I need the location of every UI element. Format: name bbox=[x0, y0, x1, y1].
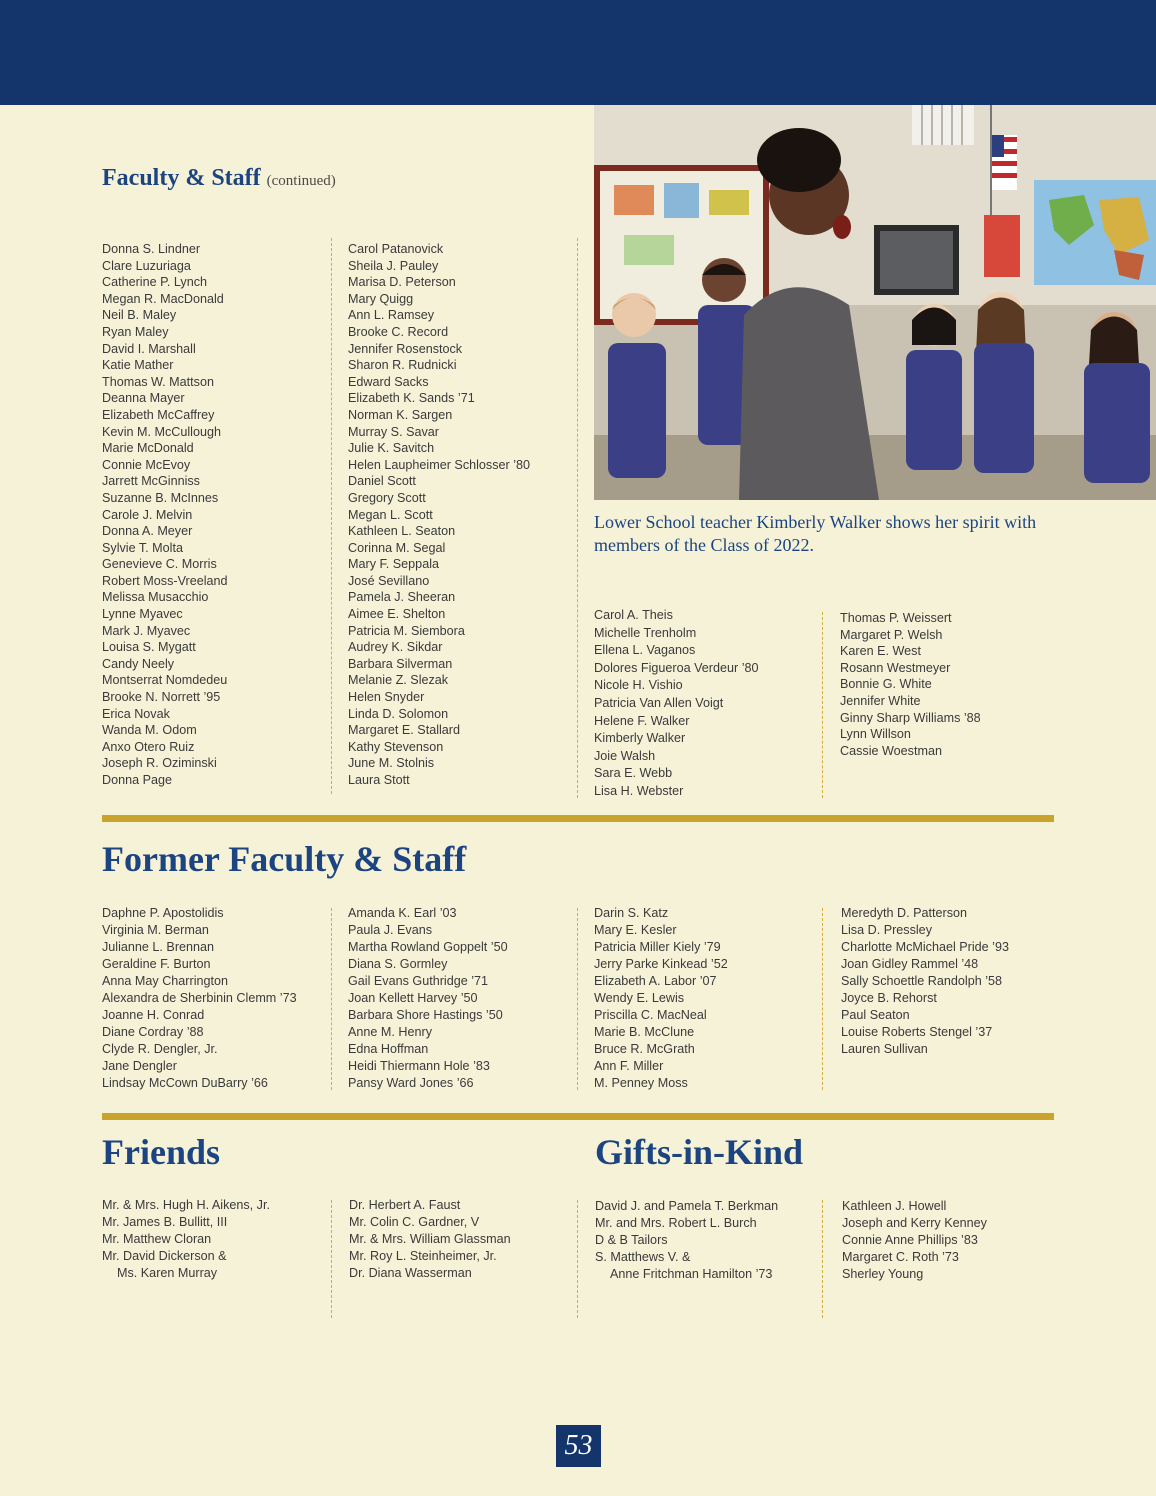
name-entry: Wendy E. Lewis bbox=[594, 991, 685, 1005]
name-entry: Paul Seaton bbox=[841, 1008, 910, 1022]
name-entry: Barbara Silverman bbox=[348, 656, 453, 671]
name-entry: Murray S. Savar bbox=[348, 424, 439, 439]
name-entry: Lisa D. Pressley bbox=[841, 923, 932, 937]
name-entry: Suzanne B. McInnes bbox=[102, 490, 219, 505]
name-entry: Mr. and Mrs. Robert L. Burch bbox=[595, 1216, 757, 1230]
name-entry: Amanda K. Earl ’03 bbox=[348, 906, 457, 920]
name-entry: Donna S. Lindner bbox=[102, 242, 201, 256]
name-entry: Ryan Maley bbox=[102, 324, 169, 339]
name-entry: Pamela J. Sheeran bbox=[348, 590, 456, 605]
header-band bbox=[0, 0, 1156, 105]
name-entry: Alexandra de Sherbinin Clemm ’73 bbox=[102, 991, 297, 1005]
name-entry: Jerry Parke Kinkead ’52 bbox=[594, 957, 728, 971]
name-entry: Lynn Willson bbox=[840, 727, 911, 742]
name-entry: Deanna Mayer bbox=[102, 391, 185, 406]
name-entry: Elizabeth K. Sands ’71 bbox=[348, 391, 475, 406]
column-divider bbox=[331, 238, 332, 794]
name-entry: Sherley Young bbox=[842, 1267, 924, 1281]
name-entry: Mr. James B. Bullitt, III bbox=[102, 1215, 228, 1229]
name-entry: Anna May Charrington bbox=[102, 974, 229, 988]
former-column-4 bbox=[841, 905, 1009, 1058]
name-entry: Bonnie G. White bbox=[840, 677, 932, 692]
name-entry: Thomas P. Weissert bbox=[840, 611, 952, 625]
name-entry: Anne M. Henry bbox=[348, 1025, 432, 1039]
name-entry: Dr. Herbert A. Faust bbox=[349, 1198, 461, 1212]
friends-column-1 bbox=[102, 1197, 270, 1282]
name-entry: Patricia Miller Kiely ’79 bbox=[594, 940, 721, 954]
name-entry: Meredyth D. Patterson bbox=[841, 906, 967, 920]
column-divider bbox=[331, 1200, 332, 1318]
name-entry: Jennifer White bbox=[840, 693, 921, 708]
name-entry: Sharon R. Rudnicki bbox=[348, 358, 457, 373]
name-entry: Sheila J. Pauley bbox=[348, 258, 439, 273]
former-column-1 bbox=[102, 905, 297, 1092]
name-entry: Carole J. Melvin bbox=[102, 507, 193, 522]
name-entry: Catherine P. Lynch bbox=[102, 275, 208, 290]
name-entry: José Sevillano bbox=[348, 573, 430, 588]
name-entry: Joseph and Kerry Kenney bbox=[842, 1216, 987, 1230]
section-divider bbox=[102, 1113, 1054, 1120]
name-entry: Mary E. Kesler bbox=[594, 923, 677, 937]
name-entry: Kevin M. McCullough bbox=[102, 424, 221, 439]
name-entry: D & B Tailors bbox=[595, 1233, 668, 1247]
name-entry: Neil B. Maley bbox=[102, 308, 177, 323]
name-entry: Daphne P. Apostolidis bbox=[102, 906, 224, 920]
name-entry: Mr. Roy L. Steinheimer, Jr. bbox=[349, 1249, 497, 1263]
name-entry: Norman K. Sargen bbox=[348, 407, 453, 422]
gifts-in-kind-heading: Gifts-in-Kind bbox=[595, 1132, 804, 1172]
name-entry: Geraldine F. Burton bbox=[102, 957, 211, 971]
faculty-staff-heading: Faculty & Staff (continued) bbox=[102, 165, 336, 191]
name-entry: Diana S. Gormley bbox=[348, 957, 448, 971]
name-entry: Mr. David Dickerson & bbox=[102, 1249, 227, 1263]
name-entry: Lauren Sullivan bbox=[841, 1042, 928, 1056]
column-divider bbox=[822, 1200, 823, 1318]
name-entry: Carol Patanovick bbox=[348, 242, 444, 256]
friends-heading: Friends bbox=[102, 1132, 221, 1172]
name-entry: June M. Stolnis bbox=[348, 756, 435, 771]
name-entry: Connie Anne Phillips ’83 bbox=[842, 1233, 978, 1247]
name-entry: Jarrett McGinniss bbox=[102, 474, 200, 489]
name-entry: Mr. & Mrs. William Glassman bbox=[349, 1232, 511, 1246]
name-entry: Robert Moss-Vreeland bbox=[102, 573, 228, 588]
name-entry: Linda D. Solomon bbox=[348, 706, 449, 721]
name-entry: Virginia M. Berman bbox=[102, 923, 209, 937]
name-entry: Rosann Westmeyer bbox=[840, 660, 951, 675]
name-entry: Heidi Thiermann Hole ’83 bbox=[348, 1059, 490, 1073]
name-entry: Sylvie T. Molta bbox=[102, 540, 183, 555]
former-column-3 bbox=[594, 905, 728, 1092]
name-entry: Mary Quigg bbox=[348, 291, 414, 306]
name-entry: Julianne L. Brennan bbox=[102, 940, 215, 954]
name-entry: Jane Dengler bbox=[102, 1059, 177, 1073]
column-divider bbox=[577, 1200, 578, 1318]
former-faculty-heading: Former Faculty & Staff bbox=[102, 839, 467, 879]
name-entry: Clyde R. Dengler, Jr. bbox=[102, 1042, 218, 1056]
column-divider bbox=[331, 908, 332, 1090]
name-entry: Helen Snyder bbox=[348, 690, 425, 705]
name-entry: Connie McEvoy bbox=[102, 457, 191, 472]
name-entry: Genevieve C. Morris bbox=[102, 557, 217, 572]
name-entry: S. Matthews V. & bbox=[595, 1250, 691, 1264]
classroom-photo bbox=[594, 105, 1156, 500]
name-entry: Brooke N. Norrett ’95 bbox=[102, 690, 221, 705]
name-entry: Joan Gidley Rammel ’48 bbox=[841, 957, 979, 971]
name-entry: David J. and Pamela T. Berkman bbox=[595, 1199, 779, 1213]
name-entry: Mary F. Seppala bbox=[348, 557, 439, 572]
name-entry: Joie Walsh bbox=[594, 748, 656, 763]
name-entry: Martha Rowland Goppelt ’50 bbox=[348, 940, 508, 954]
name-entry: Marisa D. Peterson bbox=[348, 275, 456, 290]
name-entry: Megan L. Scott bbox=[348, 507, 433, 522]
name-entry: Dolores Figueroa Verdeur ’80 bbox=[594, 660, 759, 675]
name-entry: Montserrat Nomdedeu bbox=[102, 673, 228, 688]
continued-label: (continued) bbox=[266, 173, 336, 189]
name-entry: Ann L. Ramsey bbox=[348, 308, 435, 323]
name-entry: Carol A. Theis bbox=[594, 608, 673, 622]
name-entry: Edward Sacks bbox=[348, 374, 429, 389]
gifts-column-1 bbox=[595, 1198, 778, 1283]
name-entry: Louise Roberts Stengel ’37 bbox=[841, 1025, 993, 1039]
faculty-column-3 bbox=[594, 607, 759, 801]
name-entry: Corinna M. Segal bbox=[348, 540, 446, 555]
name-entry: Julie K. Savitch bbox=[348, 441, 435, 456]
name-entry: Elizabeth McCaffrey bbox=[102, 407, 215, 422]
name-entry: Joan Kellett Harvey ’50 bbox=[348, 991, 478, 1005]
name-entry: Wanda M. Odom bbox=[102, 723, 197, 738]
name-entry: Anxo Otero Ruiz bbox=[102, 739, 195, 754]
name-entry: Kathleen J. Howell bbox=[842, 1199, 947, 1213]
friends-column-2 bbox=[349, 1197, 511, 1282]
column-divider bbox=[822, 908, 823, 1090]
name-entry: Candy Neely bbox=[102, 656, 175, 671]
former-column-2 bbox=[348, 905, 508, 1092]
name-entry: Paula J. Evans bbox=[348, 923, 433, 937]
name-entry: Nicole H. Vishio bbox=[594, 678, 683, 693]
name-entry: Katie Mather bbox=[102, 358, 174, 373]
column-divider bbox=[577, 908, 578, 1090]
name-entry: Lindsay McCown DuBarry ’66 bbox=[102, 1076, 268, 1090]
name-entry: Daniel Scott bbox=[348, 474, 416, 489]
name-entry: Margaret C. Roth ’73 bbox=[842, 1250, 959, 1264]
name-entry: Kimberly Walker bbox=[594, 731, 686, 746]
name-entry: Diane Cordray ’88 bbox=[102, 1025, 204, 1039]
name-entry: M. Penney Moss bbox=[594, 1076, 688, 1090]
name-entry: Erica Novak bbox=[102, 706, 170, 721]
name-entry: Megan R. MacDonald bbox=[102, 291, 224, 306]
name-entry: Cassie Woestman bbox=[840, 743, 942, 758]
name-entry: Melanie Z. Slezak bbox=[348, 673, 449, 688]
name-entry: Ann F. Miller bbox=[594, 1059, 664, 1073]
gifts-column-2 bbox=[842, 1198, 987, 1283]
name-entry: Lynne Myavec bbox=[102, 607, 183, 622]
name-entry: Patricia M. Siembora bbox=[348, 623, 465, 638]
name-entry: Clare Luzuriaga bbox=[102, 258, 191, 273]
name-entry: Mr. Matthew Cloran bbox=[102, 1232, 212, 1246]
name-entry: Aimee E. Shelton bbox=[348, 607, 446, 622]
faculty-column-1 bbox=[102, 241, 228, 789]
name-entry: Edna Hoffman bbox=[348, 1042, 429, 1056]
name-entry: Audrey K. Sikdar bbox=[348, 640, 443, 655]
name-entry: Kathleen L. Seaton bbox=[348, 524, 456, 539]
column-divider bbox=[577, 238, 578, 798]
name-entry: Louisa S. Mygatt bbox=[102, 640, 196, 655]
name-entry: Marie B. McClune bbox=[594, 1025, 695, 1039]
name-entry: Brooke C. Record bbox=[348, 324, 449, 339]
name-entry: Barbara Shore Hastings ’50 bbox=[348, 1008, 503, 1022]
name-entry: Mr. Colin C. Gardner, V bbox=[349, 1215, 480, 1229]
name-entry: Mr. & Mrs. Hugh H. Aikens, Jr. bbox=[102, 1198, 270, 1212]
name-entry: Joyce B. Rehorst bbox=[841, 991, 937, 1005]
name-entry: Donna A. Meyer bbox=[102, 524, 193, 539]
name-entry: Helene F. Walker bbox=[594, 713, 690, 728]
name-entry: Ellena L. Vaganos bbox=[594, 643, 696, 658]
photo-caption: Lower School teacher Kimberly Walker shows her spirit with members of the Class of 2022. bbox=[594, 512, 1037, 555]
name-entry: Gail Evans Guthridge ’71 bbox=[348, 974, 489, 988]
name-entry: Pansy Ward Jones ’66 bbox=[348, 1076, 474, 1090]
name-entry: Joanne H. Conrad bbox=[102, 1008, 205, 1022]
section-divider bbox=[102, 815, 1054, 822]
name-entry: Laura Stott bbox=[348, 773, 410, 787]
name-entry: Darin S. Katz bbox=[594, 906, 669, 920]
name-entry: Ms. Karen Murray bbox=[117, 1266, 218, 1280]
page-number: 53 bbox=[556, 1425, 601, 1467]
name-entry: Charlotte McMichael Pride ’93 bbox=[841, 940, 1009, 954]
name-entry: Kathy Stevenson bbox=[348, 739, 444, 754]
name-entry: Anne Fritchman Hamilton ’73 bbox=[610, 1267, 773, 1281]
name-entry: Elizabeth A. Labor ’07 bbox=[594, 974, 717, 988]
name-entry: Michelle Trenholm bbox=[594, 625, 697, 640]
faculty-column-2 bbox=[348, 241, 530, 789]
name-entry: Patricia Van Allen Voigt bbox=[594, 695, 724, 710]
faculty-column-4 bbox=[840, 610, 981, 759]
name-entry: Margaret P. Welsh bbox=[840, 627, 943, 642]
name-entry: Melissa Musacchio bbox=[102, 590, 209, 605]
name-entry: Karen E. West bbox=[840, 644, 921, 659]
name-entry: Priscilla C. MacNeal bbox=[594, 1008, 707, 1022]
name-entry: Sally Schoettle Randolph ’58 bbox=[841, 974, 1003, 988]
name-entry: Helen Laupheimer Schlosser ’80 bbox=[348, 457, 531, 472]
name-entry: Mark J. Myavec bbox=[102, 623, 191, 638]
name-entry: Thomas W. Mattson bbox=[102, 374, 214, 389]
name-entry: Ginny Sharp Williams ’88 bbox=[840, 710, 981, 725]
name-entry: Donna Page bbox=[102, 773, 173, 787]
name-entry: Gregory Scott bbox=[348, 490, 426, 505]
name-entry: Margaret E. Stallard bbox=[348, 723, 460, 738]
name-entry: Bruce R. McGrath bbox=[594, 1042, 695, 1056]
name-entry: Dr. Diana Wasserman bbox=[349, 1266, 472, 1280]
name-entry: Sara E. Webb bbox=[594, 766, 673, 781]
name-entry: David I. Marshall bbox=[102, 341, 196, 356]
name-entry: Jennifer Rosenstock bbox=[348, 341, 463, 356]
name-entry: Lisa H. Webster bbox=[594, 783, 684, 798]
name-entry: Marie McDonald bbox=[102, 441, 194, 456]
column-divider bbox=[822, 612, 823, 798]
name-entry: Joseph R. Oziminski bbox=[102, 756, 217, 771]
